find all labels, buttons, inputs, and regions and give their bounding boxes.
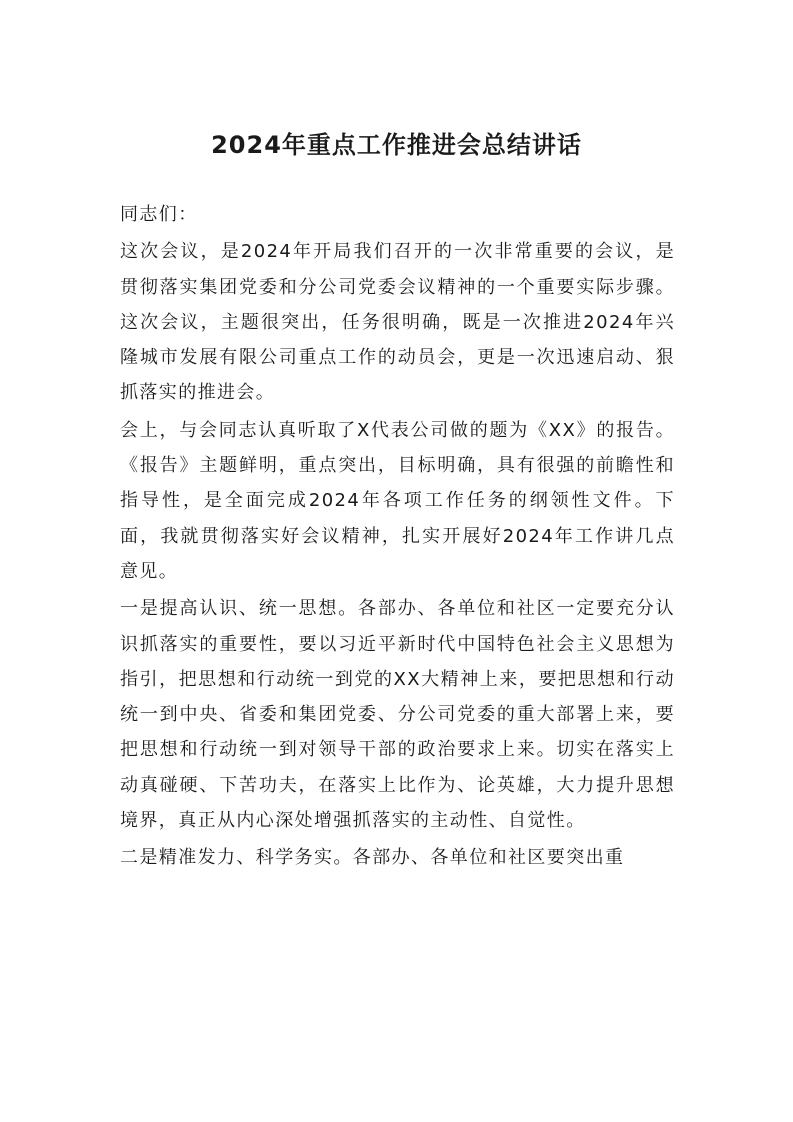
paragraph-4: 二是精准发力、科学务实。各部办、各单位和社区要突出重 — [120, 847, 625, 869]
paragraph-3: 一是提高认识、统一思想。各部办、各单位和社区一定要充分认识抓落实的重要性，要以习近平新时代中国特色社会主义思想为指引，把思想和行动统一到党的XX大精神上来，要把思想和行动统一到中央、省委和集团党委、分公司党委的重大部署上来，要把思想和行动统一到对领导干部的政治要求上来。切实在落实上动真碰硬、下苦功夫，在落实上比作为、论英雄，大力提升思想境界，真正从内心深处增强抓落实的主动性、自觉性。 — [120, 598, 675, 832]
document-body — [120, 197, 675, 876]
paragraph-2: 会上，与会同志认真听取了X代表公司做的题为《XX》的报告。《报告》主题鲜明，重点突出，目标明确，具有很强的前瞻性和指导性，是全面完成2024年各项工作任务的纲领性文件。下面，我就贯彻落实好会议精神，扎实开展好2024年工作讲几点意见。 — [120, 419, 675, 582]
document-title: 2024年重点工作推进会总结讲话 — [211, 131, 582, 159]
salutation: 同志们： — [120, 204, 198, 225]
paragraph-1: 这次会议，是2024年开局我们召开的一次非常重要的会议，是贯彻落实集团党委和分公司党委会议精神的一个重要实际步骤。这次会议，主题很突出，任务很明确，既是一次推进2024年兴隆城市发展有限公司重点工作的动员会，更是一次迅速启动、狠抓落实的推进会。 — [120, 241, 675, 404]
